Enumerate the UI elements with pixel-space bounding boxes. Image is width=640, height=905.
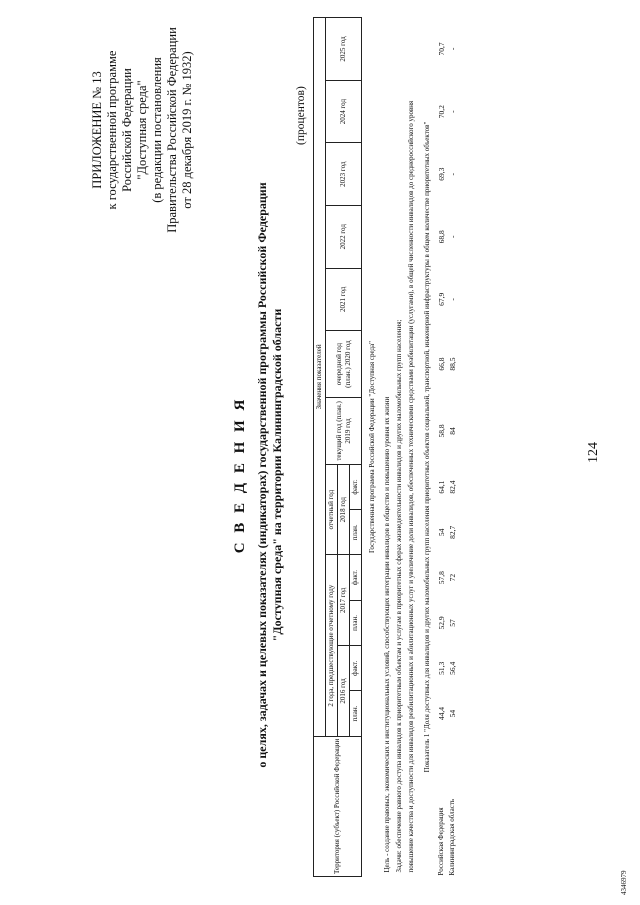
row-value: 54: [437, 528, 446, 537]
header-2022: 2022 год: [326, 205, 362, 268]
header-report-year: отчетный год: [326, 464, 338, 555]
appendix-header: [90, 15, 195, 245]
appendix-line: "Доступная среда": [135, 80, 149, 180]
table-row: [447, 18, 458, 877]
appendix-line: ПРИЛОЖЕНИЕ № 13: [90, 71, 104, 189]
appendix-line: Правительства Российской Федерации: [165, 27, 179, 233]
header-territory: Территория (субъект) Российской Федерации: [314, 736, 362, 876]
row-value: 57: [448, 619, 457, 627]
header-plan: план.: [350, 691, 362, 736]
row-territory: Российская Федерация: [437, 807, 445, 876]
title-line-1: о целях, задачах и целевых показателях (индикаторах) государственной программы Российской Федерации: [255, 182, 269, 768]
document-title: [232, 155, 285, 795]
header-2025: 2025 год: [326, 18, 362, 81]
header-fact: факт.: [350, 646, 362, 691]
header-next-year: очередной год (план.) 2020 год: [326, 331, 362, 398]
appendix-line: Российской Федерации: [120, 68, 134, 192]
row-value: 64,1: [437, 480, 446, 494]
title-main: С В Е Д Е Н И Я: [232, 396, 248, 554]
indicator-1: Показатель 1 "Доля доступных для инвалидов и других маломобильных групп населения приоритетных объектов социальной, транспортной, инженерной инфраструктуры в общем количестве приоритетных объектов": [423, 121, 431, 773]
row-value: 58,8: [437, 424, 446, 438]
appendix-line: от 28 декабря 2019 г. № 1932): [180, 51, 194, 209]
header-fact: факт.: [350, 464, 362, 509]
row-value: 82,4: [448, 480, 457, 494]
header-2016: 2016 год: [338, 646, 350, 737]
appendix-line: (в редакции постановления: [150, 57, 164, 203]
row-value: 84: [448, 427, 457, 435]
row-value: 72: [448, 573, 457, 582]
header-plan: план.: [350, 510, 362, 555]
program-name: Государственная программа Российской Федерации "Доступная среда": [368, 341, 376, 553]
row-value: -: [448, 235, 457, 238]
title-line-2: "Доступная среда" на территории Калининградской области: [270, 308, 284, 642]
header-plan: план.: [350, 600, 362, 645]
row-value: 70,2: [437, 105, 446, 119]
row-value: 88,5: [448, 357, 457, 371]
indicators-table: [313, 17, 458, 877]
row-value: -: [448, 110, 457, 113]
row-value: 67,9: [437, 292, 446, 306]
header-2021: 2021 год: [326, 268, 362, 331]
row-value: 82,7: [448, 525, 457, 539]
header-current-year: текущий год (план.) 2019 год: [326, 397, 362, 464]
tasks-text-2: повышение качества и доступности для инвалидов реабилитационных и абилитационных услуг и увеличение доли инвалидов, обеспеченных техническими средствами реабилитации (услугами), в общей численности инвалидов до среднероссийского уровня: [407, 100, 415, 873]
header-2024: 2024 год: [326, 80, 362, 143]
document-code: 4346979: [620, 870, 628, 895]
header-values-group: Значения показателей: [314, 18, 326, 737]
header-2017: 2017 год: [338, 555, 350, 646]
row-value: 56,4: [448, 661, 457, 675]
goal-text: Цель - создание правовых, экономических и институциональных условий, способствующих интеграции инвалидов в общество и повышению уровня их жизни: [383, 396, 391, 873]
row-value: 44,4: [437, 707, 446, 721]
row-territory: Калининградская область: [448, 798, 456, 876]
row-value: -: [448, 47, 457, 51]
header-two-years: 2 года, предшествующие отчетному году: [326, 555, 338, 736]
appendix-line: к государственной программе: [105, 50, 119, 210]
table-row: [436, 18, 447, 877]
row-value: 54: [448, 709, 457, 718]
row-value: -: [448, 298, 457, 301]
header-2018: 2018 год: [338, 464, 350, 555]
row-value: 70,7: [437, 42, 446, 56]
row-value: 68,8: [437, 230, 446, 244]
tasks-text-1: Задачи: обеспечение равного доступа инвалидов к приоритетным объектам и услугам в приоритетных сферах жизнедеятельности инвалидов и других маломобильных групп населения;: [395, 319, 403, 873]
header-2023: 2023 год: [326, 143, 362, 206]
row-value: -: [448, 172, 457, 176]
row-value: 57,8: [437, 571, 446, 585]
units-label: (процентов): [295, 86, 307, 145]
row-value: 66,8: [437, 357, 446, 371]
row-value: 52,9: [437, 616, 446, 630]
header-fact: факт.: [350, 555, 362, 600]
row-value: 69,3: [437, 167, 446, 181]
row-value: 51,3: [437, 661, 446, 675]
page-number: 124: [586, 442, 601, 463]
